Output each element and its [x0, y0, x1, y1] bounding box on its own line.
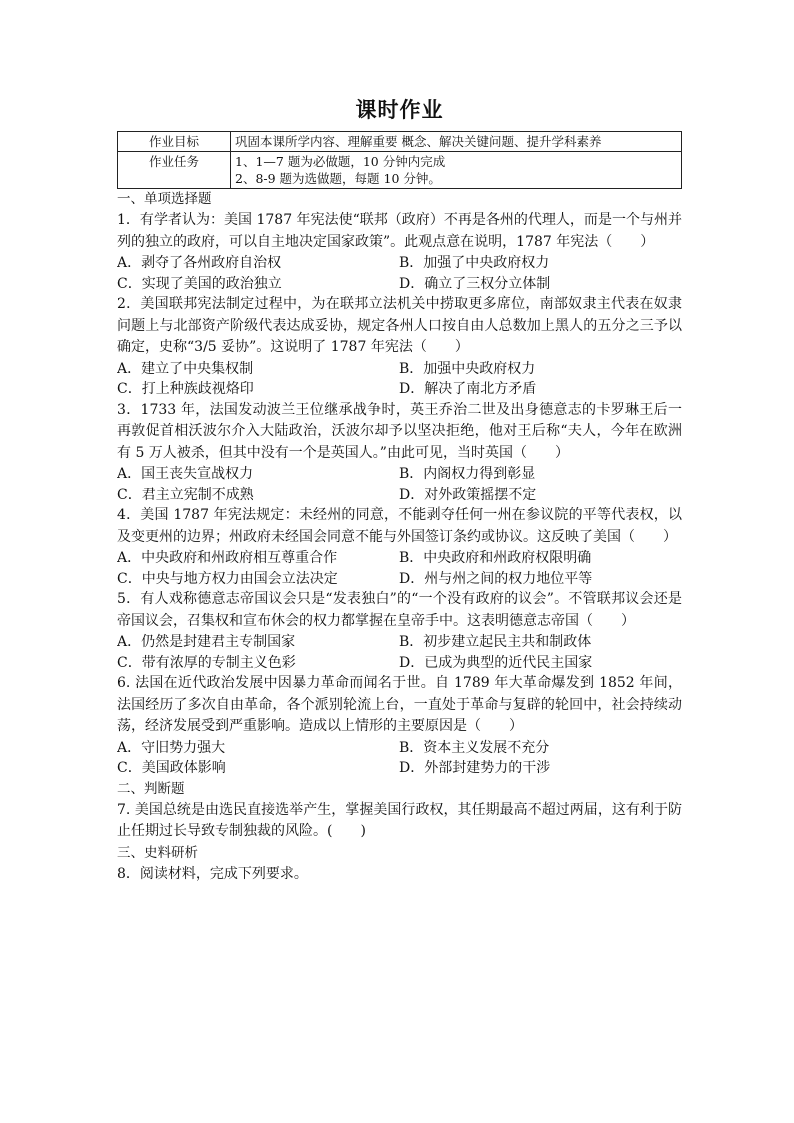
info-table [117, 131, 682, 189]
option-c: C．美国政体影响 [117, 760, 226, 776]
option-d: D．解决了南北方矛盾 [399, 381, 537, 397]
question-stem: 3．1733 年，法国发动波兰王位继承战争时，英王乔治二世及出身德意志的卡罗琳王后一再敦促首相沃波尔介入大陆政治，沃波尔却予以坚决拒绝，他对王后称“夫人，今年在欧洲有 5 万人被杀，但其中没有一个是英国人。”由此可见，当时英国（ ） [117, 401, 682, 461]
question-5 [117, 589, 682, 673]
option-d: D．外部封建势力的干涉 [399, 760, 551, 776]
option-a: A．剥夺了各州政府自治权 [117, 255, 282, 271]
question-6 [117, 673, 682, 779]
option-d: D．确立了三权分立体制 [399, 275, 551, 292]
question-stem: 1．有学者认为：美国 1787 年宪法使“联邦（政府）不再是各州的代理人，而是一个与州并列的独立的政府，可以自主地决定国家政策”。此观点意在说明，1787 年宪法（ ） [117, 212, 682, 250]
option-b: B．中央政府和州政府权限明确 [399, 550, 592, 566]
options [117, 359, 682, 400]
option-d: D．已成为典型的近代民主国家 [399, 654, 593, 671]
table-cell-line: 2、8-9 题为选做题，每题 10 分钟。 [235, 171, 441, 186]
section-heading: 三、史料研析 [117, 844, 198, 861]
option-a: A．建立了中央集权制 [117, 360, 254, 377]
option-d: D．州与州之间的权力地位平等 [399, 570, 593, 587]
table-row [118, 132, 682, 152]
question-stem: 5．有人戏称德意志帝国议会只是“发表独白”的“一个没有政府的议会”。不管联邦议会还是帝国议会，召集权和宣布休会的权力都掌握在皇帝手中。这表明德意志帝国（ ） [117, 591, 682, 629]
table-row [118, 152, 682, 189]
question-1 [117, 210, 682, 294]
table-cell-key: 作业任务 [118, 152, 231, 189]
option-c: C．君主立宪制不成熟 [117, 486, 254, 503]
section-heading: 二、判断题 [117, 780, 185, 797]
section-heading: 一、单项选择题 [117, 191, 212, 207]
question-stem: 2．美国联邦宪法制定过程中，为在联邦立法机关中捞取更多席位，南部奴隶主代表在奴隶问题上与北部资产阶级代表达成妥协，规定各州人口按自由人总数加上黑人的五分之三予以确定，史称“3/5 妥协”。这说明了 1787 年宪法（ ） [117, 296, 682, 355]
page-title: 课时作业 [355, 97, 444, 122]
options [117, 464, 682, 505]
option-a: A．中央政府和州政府相互尊重合作 [117, 550, 338, 566]
option-c: C．实现了美国的政治独立 [117, 275, 282, 292]
option-c: C．中央与地方权力由国会立法决定 [117, 570, 338, 587]
question-2 [117, 294, 682, 400]
option-a: A．仍然是封建君主专制国家 [117, 634, 296, 650]
question-8: 8．阅读材料，完成下列要求。 [117, 865, 308, 882]
worksheet-page [117, 96, 682, 885]
table-cell-line: 1、1—7 题为必做题，10 分钟内完成 [235, 154, 446, 169]
option-b: B．内阁权力得到彰显 [399, 466, 536, 482]
table-cell-value [231, 132, 682, 152]
option-b: B．资本主义发展不充分 [399, 739, 550, 756]
table-cell-line: 巩固本课所学内容、理解重要 概念、解决关键问题、提升学科素养 [235, 134, 602, 149]
option-b: B．初步建立起民主共和制政体 [399, 634, 592, 650]
option-a: A．国王丧失宣战权力 [117, 466, 254, 482]
table-cell-key: 作业目标 [118, 132, 231, 152]
option-b: B．加强了中央政府权力 [399, 255, 550, 271]
option-d: D．对外政策摇摆不定 [399, 486, 537, 503]
question-3 [117, 400, 682, 506]
table-cell-value [231, 152, 682, 189]
options [117, 632, 682, 673]
question-stem: 6. 法国在近代政治发展中因暴力革命而闻名于世。自 1789 年大革命爆发到 1852 年间，法国经历了多次自由革命，各个派别轮流上台，一直处于革命与复辟的轮回中，社会持续动荡，经济发展受到严重影响。造成以上情形的主要原因是（ ） [117, 675, 682, 734]
options [117, 253, 682, 294]
options [117, 738, 682, 779]
options [117, 548, 682, 589]
option-c: C．打上种族歧视烙印 [117, 381, 254, 397]
question-4 [117, 505, 682, 589]
question-stem: 4．美国 1787 年宪法规定：未经州的同意，不能剥夺任何一州在参议院的平等代表权，以及变更州的边界；州政府未经国会同意不能与外国签订条约或协议。这反映了美国（ ） [117, 507, 682, 545]
option-a: A．守旧势力强大 [117, 739, 226, 756]
option-b: B．加强中央政府权力 [399, 360, 536, 377]
question-7: 7. 美国总统是由选民直接选举产生，掌握美国行政权，其任期最高不超过两届，这有利于防止任期过长导致专制独裁的风险。( ) [117, 801, 682, 839]
option-c: C．带有浓厚的专制主义色彩 [117, 654, 296, 671]
